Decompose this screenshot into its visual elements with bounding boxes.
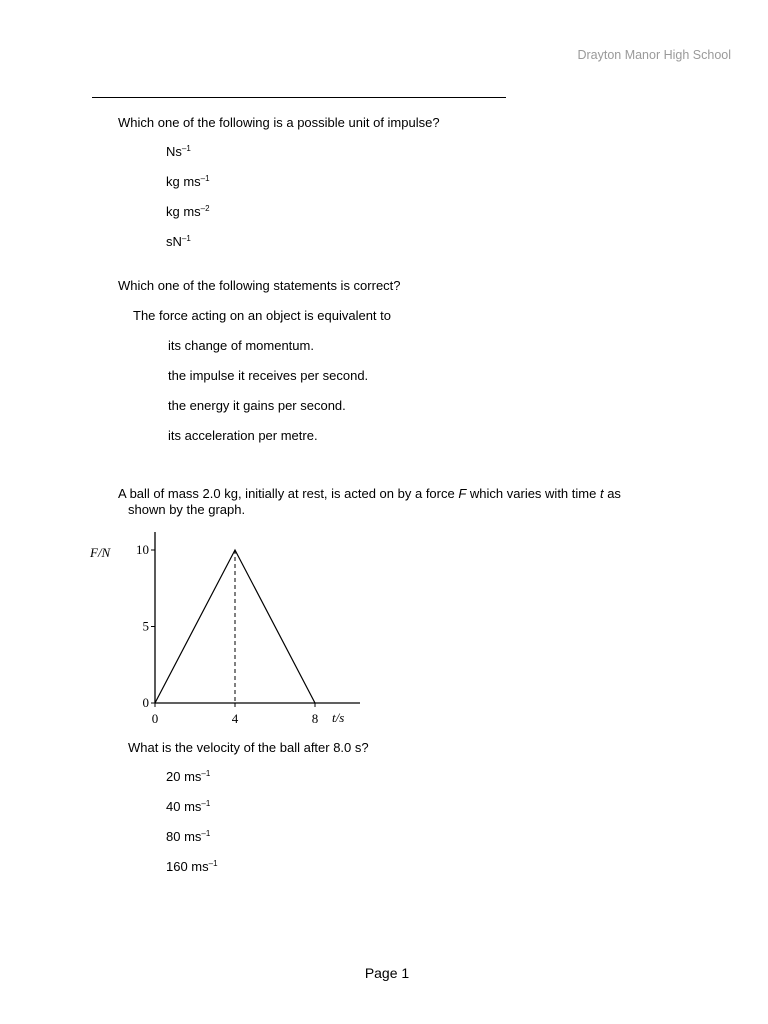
page-number: Page 1: [364, 965, 410, 981]
q1-option-c: [166, 204, 210, 219]
y-tick-label-0: 0: [142, 695, 149, 710]
q1-option-a-exp: –1: [181, 144, 191, 153]
q3-option-a-exp: –1: [201, 769, 211, 778]
q2-option-b: the impulse it receives per second.: [168, 368, 369, 383]
q1-option-b-exp: –1: [200, 174, 210, 183]
q3-option-d-text: 160 ms: [166, 859, 209, 874]
q2-option-c: the energy it gains per second.: [168, 398, 346, 413]
q3-var-t: t: [599, 486, 604, 501]
q3-var-f: F: [458, 486, 467, 501]
q1-option-b: [166, 174, 210, 189]
y-tick-label-1: 5: [142, 618, 149, 634]
q3-prompt-line1: [118, 486, 621, 501]
axis-ticks: [136, 542, 318, 726]
q3-prompt-post: as: [603, 486, 621, 501]
q3-option-b-text: 40 ms: [166, 799, 202, 814]
y-axis-label: F/N: [90, 545, 111, 560]
header-divider: [92, 97, 506, 98]
q1-option-a: [166, 144, 191, 159]
q1-prompt: Which one of the following is a possible unit of impulse?: [118, 115, 440, 130]
q1-option-c-exp: –2: [200, 204, 210, 213]
q3-question: What is the velocity of the ball after 8.0 s?: [128, 740, 369, 755]
q1-option-b-text: kg ms: [166, 174, 201, 189]
q3-option-c-text: 80 ms: [166, 829, 202, 844]
school-name-header: Drayton Manor High School: [577, 48, 731, 62]
q1-option-d: [166, 234, 191, 249]
q1-option-c-text: kg ms: [166, 204, 201, 219]
x-axis-label: t/s: [332, 710, 345, 725]
force-time-graph: [84, 528, 368, 730]
q3-prompt-mid: which varies with time: [466, 486, 600, 501]
q3-option-d-exp: –1: [208, 859, 218, 868]
q1-option-d-exp: –1: [181, 234, 191, 243]
q2-option-d: its acceleration per metre.: [168, 428, 318, 443]
x-tick-label-0: 0: [151, 711, 159, 726]
q1-option-d-text: sN: [166, 234, 182, 249]
q1-option-a-text: Ns: [166, 144, 182, 159]
x-tick-label-2: 8: [311, 711, 319, 726]
q3-option-a: [166, 769, 210, 784]
q3-option-b-exp: –1: [201, 799, 211, 808]
q2-prompt: Which one of the following statements is correct?: [118, 278, 401, 293]
q3-option-a-text: 20 ms: [166, 769, 202, 784]
q3-option-d: [166, 859, 218, 874]
q2-option-a: its change of momentum.: [168, 338, 314, 353]
x-tick-label-1: 4: [231, 711, 239, 726]
y-tick-label-2: 10: [136, 542, 149, 557]
q3-option-b: [166, 799, 210, 814]
q3-option-c-exp: –1: [201, 829, 211, 838]
q3-prompt-pre: A ball of mass 2.0 kg, initially at rest, is acted on by a force: [118, 486, 459, 501]
q3-prompt-line2: shown by the graph.: [128, 502, 246, 517]
q2-stem: The force acting on an object is equivalent to: [133, 308, 391, 323]
q3-option-c: [166, 829, 210, 844]
